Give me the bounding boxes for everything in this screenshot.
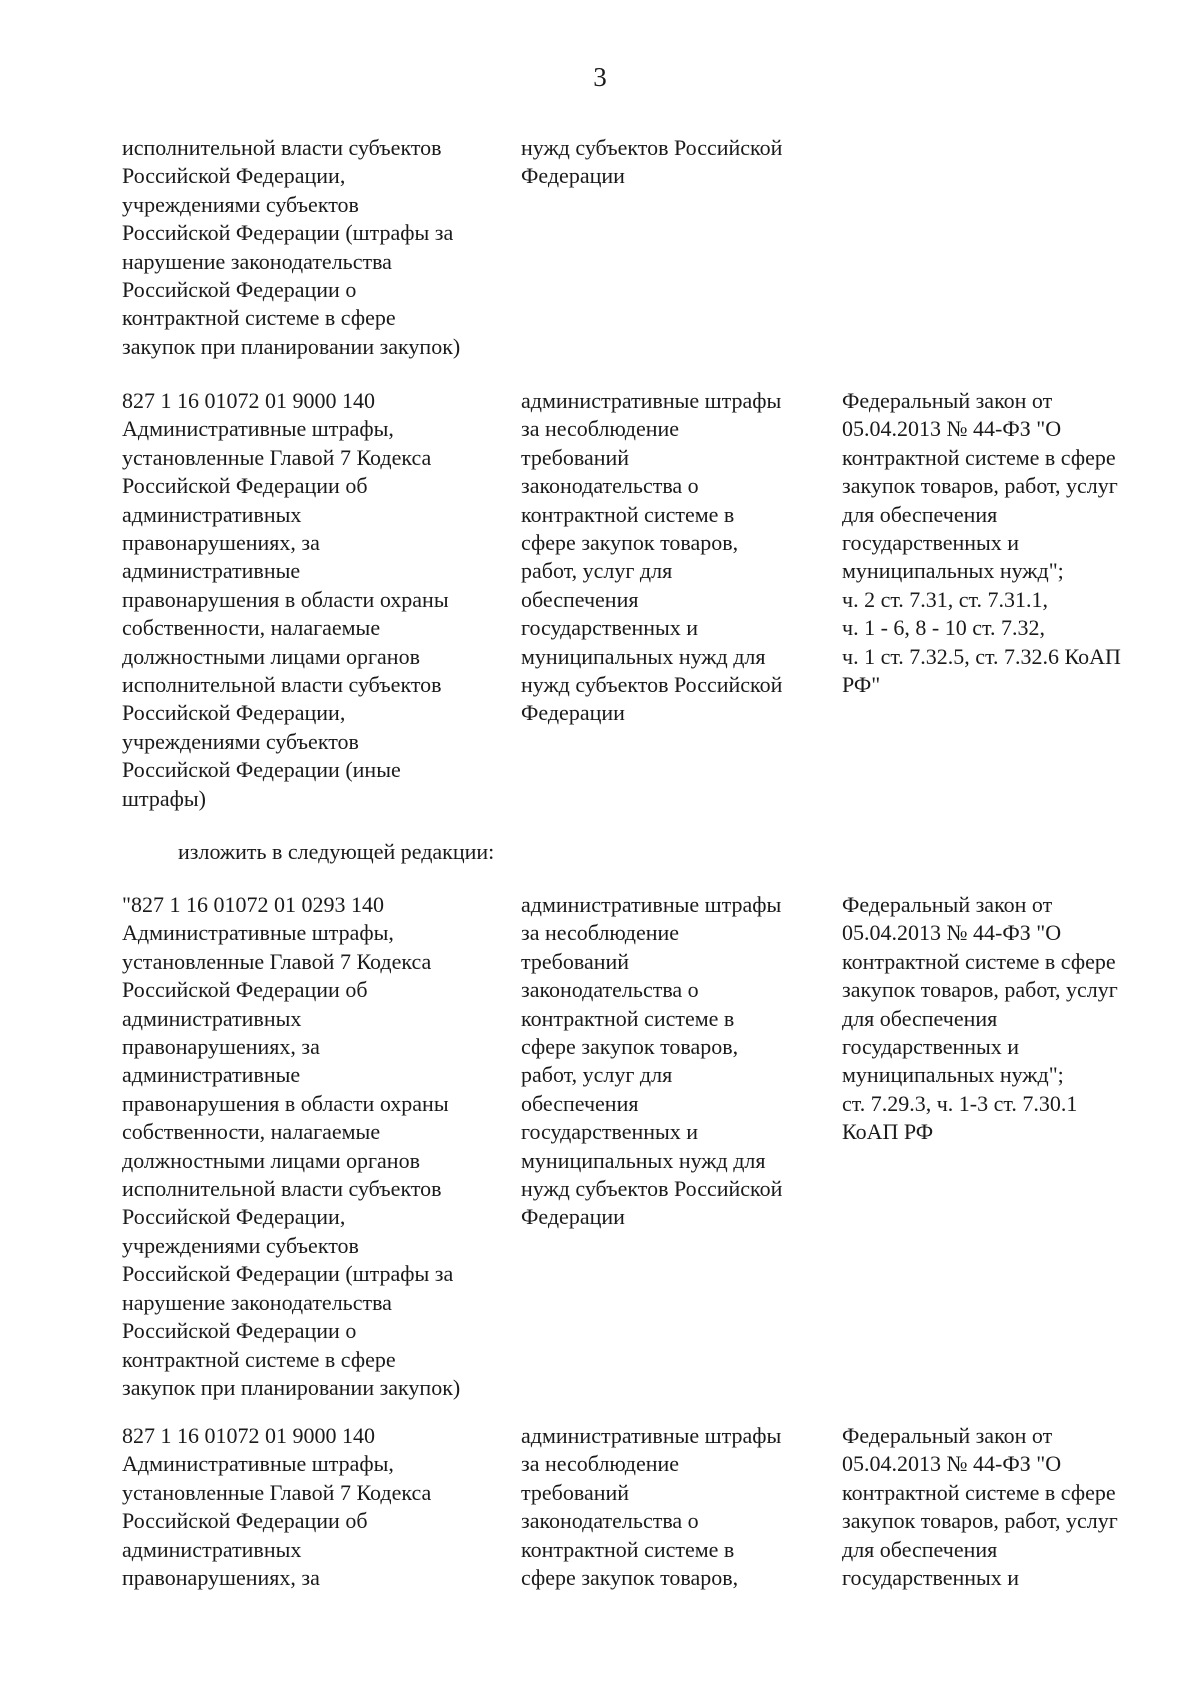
row-description: административные штрафы за несоблюдение требований законодательства о контрактной системе в сфере закупок товаров, (521, 1423, 782, 1591)
page-number: 3 (593, 62, 607, 92)
row-legal-basis: Федеральный закон от 05.04.2013 № 44-ФЗ "О контрактной системе в сфере закупок товаров, работ, услуг для обеспечения государственных и (842, 1423, 1118, 1591)
row-legal-basis: Федеральный закон от 05.04.2013 № 44-ФЗ "О контрактной системе в сфере закупок товаров, работ, услуг для обеспечения государственных и муниципальных нужд"; ч. 2 ст. 7.31, ст. 7.31.1, ч. 1 - 6, 8 - 10 ст. 7.32, ч. 1 ст. 7.32.5, ст. 7.32.6 КоАП РФ" (842, 388, 1121, 698)
row-code-and-name: исполнительной власти субъектов Российской Федерации, учреждениями субъектов Российской Федерации (штрафы за нарушение законодательства Российской Федерации о контрактной системе в сфере закупок при планировании закупок) (122, 135, 461, 359)
instruction-text: изложить в следующей редакции: (178, 839, 495, 864)
row-description: нужд субъектов Российской Федерации (521, 135, 783, 189)
row-legal-basis: Федеральный закон от 05.04.2013 № 44-ФЗ "О контрактной системе в сфере закупок товаров, работ, услуг для обеспечения государственных и муниципальных нужд"; ст. 7.29.3, ч. 1-3 ст. 7.30.1 КоАП РФ (842, 892, 1118, 1145)
row-code-and-name: 827 1 16 01072 01 9000 140 Административные штрафы, установленные Главой 7 Кодекса Российской Федерации об административных правонарушениях, за (122, 1423, 432, 1591)
row-code-and-name: "827 1 16 01072 01 0293 140 Административные штрафы, установленные Главой 7 Кодекса Российской Федерации об административных правонарушениях, за административные правонарушения в области охраны собственности, налагаемые должностными лицами органов исполнительной власти субъектов Российской Федерации, учреждениями субъектов Российской Федерации (штрафы за нарушение законодательства Российской Федерации о контрактной системе в сфере закупок при планировании закупок) (122, 892, 461, 1400)
row-description: административные штрафы за несоблюдение требований законодательства о контрактной системе в сфере закупок товаров, работ, услуг для обеспечения государственных и муниципальных нужд для нужд субъектов Российской Федерации (521, 892, 783, 1230)
row-description: административные штрафы за несоблюдение требований законодательства о контрактной системе в сфере закупок товаров, работ, услуг для обеспечения государственных и муниципальных нужд для нужд субъектов Российской Федерации (521, 388, 783, 726)
row-code-and-name: 827 1 16 01072 01 9000 140 Административные штрафы, установленные Главой 7 Кодекса Российской Федерации об административных правонарушениях, за административные правонарушения в области охраны собственности, налагаемые должностными лицами органов исполнительной власти субъектов Российской Федерации, учреждениями субъектов Российской Федерации (иные штрафы) (122, 388, 449, 811)
